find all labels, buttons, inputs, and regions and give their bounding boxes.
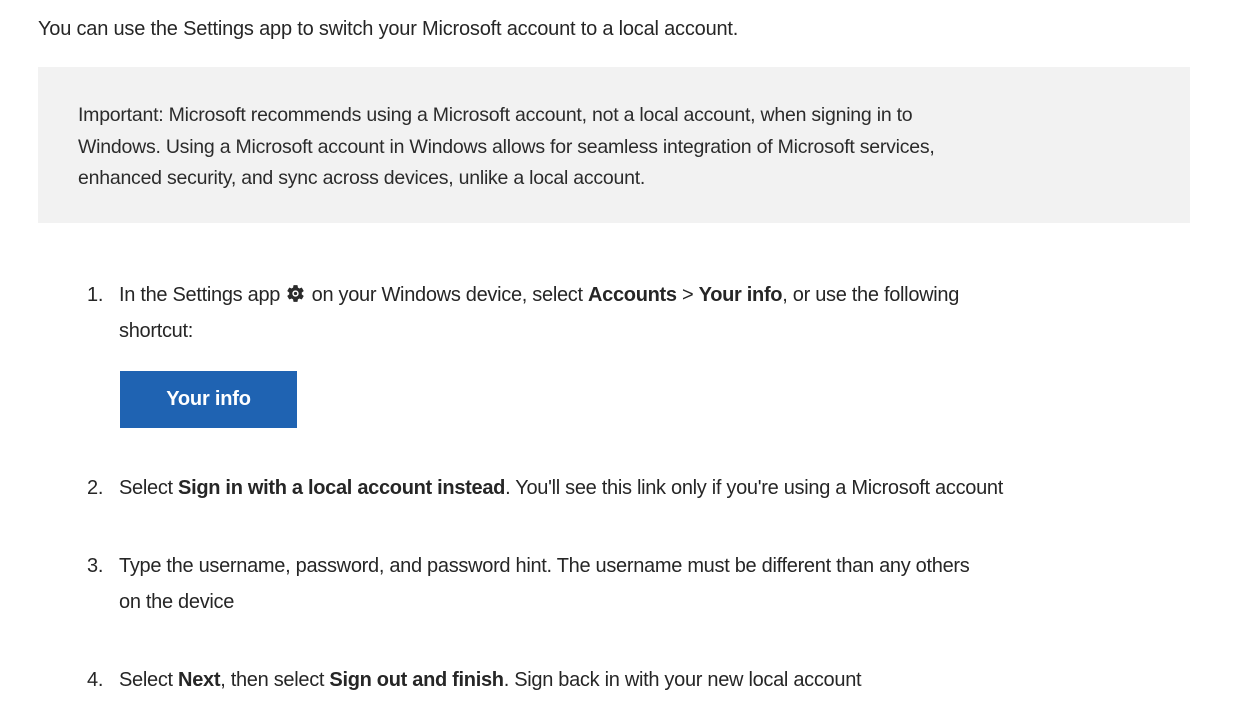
step-3-line-2: on the device: [119, 590, 235, 613]
important-note-line: Windows. Using a Microsoft account in Windows allows for seamless integration of Microsoft services,: [78, 135, 935, 158]
important-note: [38, 67, 1190, 223]
step-1-text: on your Windows device, select: [306, 283, 588, 306]
step-1: [87, 277, 1244, 428]
step-number: 3.: [87, 554, 104, 577]
step-2: [87, 470, 1244, 506]
important-note-line: enhanced security, and sync across devices, unlike a local account.: [78, 167, 646, 189]
accounts-menu-ref: Accounts: [588, 283, 677, 306]
step-3: [87, 548, 1244, 620]
step-4-text: Select: [119, 668, 179, 691]
step-1-line-2: shortcut:: [119, 319, 193, 342]
next-button-ref: Next: [178, 668, 221, 691]
step-number: 2.: [87, 476, 104, 499]
step-4: [87, 662, 1244, 698]
important-note-line: Important: Microsoft recommends using a Microsoft account, not a local account, when signing in to: [78, 104, 913, 126]
your-info-menu-ref: Your info: [698, 283, 783, 306]
step-1-text: , or use the following: [782, 283, 960, 306]
step-4-line-1: [119, 662, 861, 698]
steps-list: [0, 277, 1244, 698]
step-3-line-1: Type the username, password, and password hint. The username must be different than any others: [119, 554, 970, 577]
step-4-text: , then select: [220, 668, 330, 691]
breadcrumb-separator: >: [676, 283, 699, 306]
intro-text: You can use the Settings app to switch your Microsoft account to a local account.: [38, 18, 739, 40]
step-number: 4.: [87, 668, 104, 691]
step-2-text: . You'll see this link only if you're using a Microsoft account: [505, 476, 1003, 499]
step-4-text: . Sign back in with your new local account: [503, 668, 862, 691]
local-account-link-ref: Sign in with a local account instead: [178, 476, 506, 499]
step-2-text: Select: [119, 476, 179, 499]
step-2-line-1: [119, 470, 1003, 506]
step-number: 1.: [87, 283, 104, 306]
your-info-button[interactable]: Your info: [120, 371, 297, 428]
step-1-line-1: [119, 277, 959, 313]
step-1-text: In the Settings app: [119, 283, 286, 306]
sign-out-button-ref: Sign out and finish: [329, 668, 504, 691]
settings-gear-icon: [285, 283, 306, 304]
